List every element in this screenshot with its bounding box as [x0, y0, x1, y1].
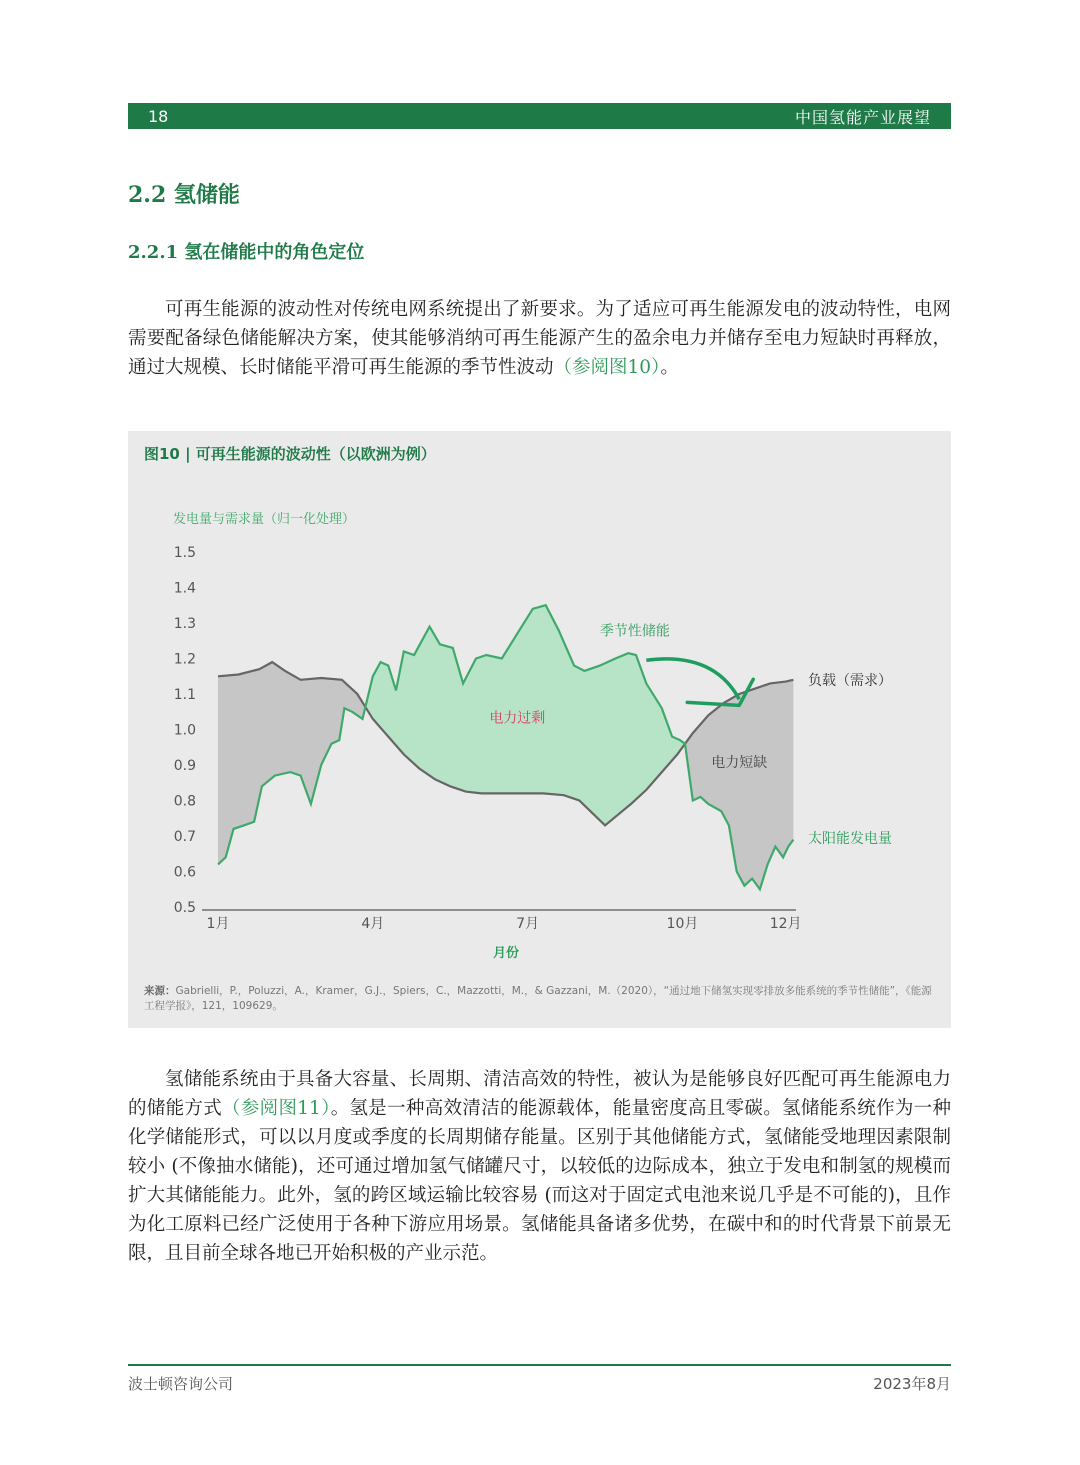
paragraph-part-a: 氢储能系统由于具备大容量、长周期、清洁高效的特性，被认为是能够良好匹配可再生能源电力的储能方式: [128, 1069, 951, 1119]
y-tick-label: 0.6: [173, 864, 196, 881]
x-tick-label: 10月: [666, 916, 699, 932]
paragraph-intro-end: 。: [660, 357, 679, 378]
figure-10-reference-link[interactable]: （参阅图10）: [553, 357, 661, 378]
subsection-title: 2.2.1 氢在储能中的角色定位: [128, 242, 365, 263]
source-text: Gabrielli，P.，Poluzzi，A.，Kramer，G.J.，Spiers，C.，Mazzotti，M.，& Gazzani，M.（2020），“通过地下储氢实现零排放多能系统的季节性储能”，《能源工程学报》，121，109629。: [144, 985, 932, 1012]
y-tick-label: 1.1: [173, 687, 196, 703]
source-label: 来源：: [144, 985, 176, 997]
solar-series-label: 太阳能发电量: [808, 831, 892, 848]
figure-11-reference-link[interactable]: （参阅图11）: [222, 1098, 331, 1119]
figure-title: 图10 | 可再生能源的波动性（以欧洲为例）: [144, 445, 436, 463]
y-tick-label: 1.0: [173, 722, 196, 739]
page-number: 18: [148, 106, 169, 126]
seasonal-storage-label: 季节性储能: [599, 623, 670, 640]
seasonal-storage-arrow: [646, 659, 739, 699]
figure-10-box: [128, 431, 951, 1028]
figure-source: [144, 984, 934, 1014]
y-tick-label: 0.7: [173, 829, 196, 845]
x-tick-label: 4月: [361, 916, 385, 932]
x-tick-label: 12月: [769, 916, 802, 932]
y-tick-label: 0.8: [173, 793, 196, 810]
page-header-bar: [128, 103, 951, 129]
y-tick-label: 1.5: [173, 545, 196, 561]
load-series-label: 负载（需求）: [808, 673, 892, 690]
paragraph-part-b: 。氢是一种高效清洁的能源载体，能量密度高且零碳。氢储能系统作为一种化学储能形式，可以以月度或季度的长周期储存能量。区别于其他储能方式，氢储能受地理因素限制较小 (不像抽水储能)，还可通过增加氢气储罐尺寸，以较低的边际成本，独立于发电和制氢的规模而扩大其储能能力。此外，氢的跨区域运输比较容易 (而这对于固定式电池来说几乎是不可能的)，且作为化工原料已经广泛使用于各种下游应用场景。氢储能具备诸多优势，在碳中和的时代背景下前景无限，且目前全球各地已开始积极的产业示范。: [128, 1098, 951, 1264]
y-tick-label: 0.5: [173, 900, 196, 916]
surplus-label: 电力过剩: [489, 710, 546, 727]
y-tick-label: 1.3: [173, 616, 196, 632]
x-tick-label: 1月: [206, 916, 230, 932]
footer-rule: [128, 1364, 951, 1366]
paragraph-hydrogen-storage: [128, 1065, 951, 1268]
y-axis-label: 发电量与需求量（归一化处理）: [173, 512, 356, 527]
y-tick-label: 0.9: [173, 758, 196, 774]
y-tick-label: 1.2: [173, 651, 196, 668]
x-tick-label: 7月: [516, 916, 540, 932]
x-axis-label: 月份: [492, 946, 520, 961]
section-title: 2.2 氢储能: [128, 182, 240, 208]
footer-date: 2023年8月: [873, 1375, 951, 1393]
y-axis-ticks: [174, 545, 196, 916]
paragraph-intro: [128, 295, 951, 382]
paragraph-intro-text: 可再生能源的波动性对传统电网系统提出了新要求。为了适应可再生能源发电的波动特性，电网需要配备绿色储能解决方案，使其能够消纳可再生能源产生的盈余电力并储存至电力短缺时再释放，通过大规模、长时储能平滑可再生能源的季节性波动: [128, 299, 951, 378]
y-tick-label: 1.4: [173, 580, 196, 597]
deficit-label: 电力短缺: [711, 754, 768, 771]
x-axis-ticks: [207, 916, 802, 932]
footer-company: 波士顿咨询公司: [128, 1375, 234, 1393]
report-title: 中国氢能产业展望: [794, 107, 931, 127]
fluctuation-chart: [128, 431, 951, 971]
